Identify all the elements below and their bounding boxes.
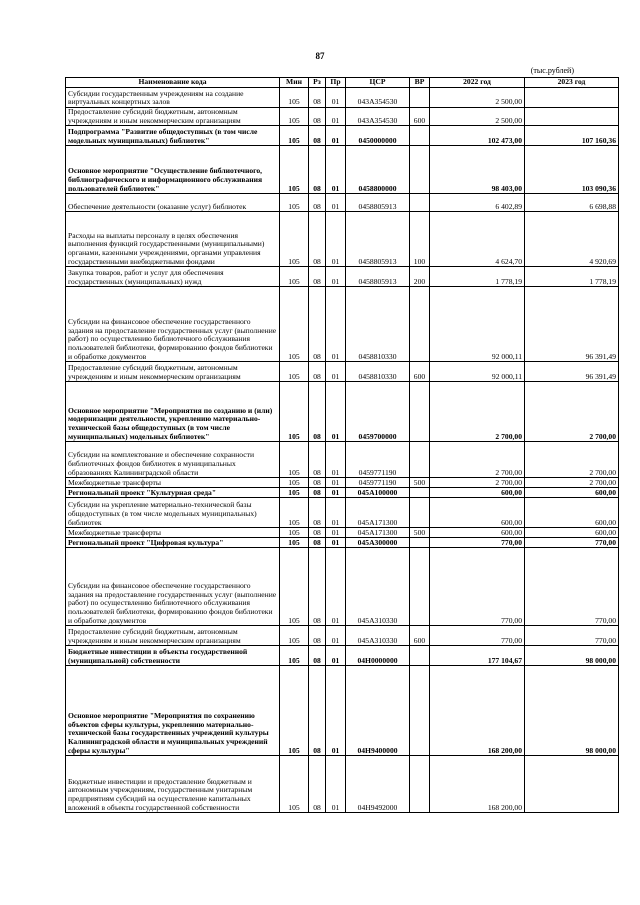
- cell-2023: 600,00: [525, 528, 619, 538]
- cell-2022: 770,00: [430, 548, 525, 626]
- cell-csr: 04Н9400000: [346, 666, 410, 756]
- cell-min: 105: [280, 626, 309, 646]
- cell-name: Основное мероприятие "Мероприятия по созданию и (или) модернизации деятельности, укреплению материально-технической базы общедоступных (в том числе муниципальных) модельных библиотек": [66, 382, 280, 442]
- cell-2023: 103 090,36: [525, 146, 619, 194]
- cell-rz: 08: [309, 626, 326, 646]
- cell-vr: [410, 538, 430, 548]
- cell-name: Межбюджетные трансферты: [66, 478, 280, 488]
- cell-2022: 168 200,00: [430, 666, 525, 756]
- cell-2023: 2 700,00: [525, 442, 619, 478]
- cell-2023: 1 778,19: [525, 267, 619, 287]
- cell-name: Предоставление субсидий бюджетным, автономным учреждениям и иным некоммерческим организациям: [66, 626, 280, 646]
- cell-pr: 01: [326, 108, 346, 126]
- cell-rz: 08: [309, 646, 326, 666]
- cell-csr: 043А354530: [346, 88, 410, 108]
- cell-pr: 01: [326, 498, 346, 528]
- cell-2022: 2 700,00: [430, 382, 525, 442]
- cell-min: 105: [280, 88, 309, 108]
- col-header-2023: 2023 год: [525, 78, 619, 88]
- cell-csr: 0459700000: [346, 382, 410, 442]
- table-row: [66, 146, 619, 194]
- cell-min: 105: [280, 538, 309, 548]
- cell-2022: 168 200,00: [430, 756, 525, 813]
- cell-rz: 08: [309, 528, 326, 538]
- cell-2023: [525, 108, 619, 126]
- cell-csr: 0458805913: [346, 212, 410, 267]
- cell-2023: 4 920,69: [525, 212, 619, 267]
- cell-vr: 500: [410, 528, 430, 538]
- table-header: [66, 78, 619, 88]
- col-header-vr: ВР: [410, 78, 430, 88]
- cell-rz: 08: [309, 212, 326, 267]
- cell-2022: 102 473,00: [430, 126, 525, 146]
- cell-name: Подпрограмма "Развитие общедоступных (в том числе модельных муниципальных) библиотек": [66, 126, 280, 146]
- cell-pr: 01: [326, 362, 346, 382]
- cell-min: 105: [280, 488, 309, 498]
- cell-2023: 96 391,49: [525, 362, 619, 382]
- cell-2023: 98 000,00: [525, 666, 619, 756]
- cell-name: Основное мероприятие "Осуществление библиотечного, библиографического и информационного обслуживания пользователей библиотек": [66, 146, 280, 194]
- cell-csr: 045А310330: [346, 548, 410, 626]
- cell-min: 105: [280, 287, 309, 362]
- table-row: [66, 267, 619, 287]
- cell-2022: 2 700,00: [430, 442, 525, 478]
- table-row: [66, 108, 619, 126]
- col-header-pr: Пр: [326, 78, 346, 88]
- cell-rz: 08: [309, 756, 326, 813]
- cell-2023: 6 698,88: [525, 194, 619, 212]
- cell-csr: 04Н0000000: [346, 646, 410, 666]
- cell-2022: 2 500,00: [430, 108, 525, 126]
- cell-vr: [410, 548, 430, 626]
- cell-csr: 045А171300: [346, 498, 410, 528]
- table-row: [66, 498, 619, 528]
- col-header-rz: Рз: [309, 78, 326, 88]
- cell-min: 105: [280, 756, 309, 813]
- cell-vr: [410, 756, 430, 813]
- cell-pr: 01: [326, 538, 346, 548]
- cell-2022: 2 500,00: [430, 88, 525, 108]
- cell-rz: 08: [309, 488, 326, 498]
- table-row: [66, 488, 619, 498]
- cell-rz: 08: [309, 666, 326, 756]
- cell-name: Межбюджетные трансферты: [66, 528, 280, 538]
- cell-2023: 2 700,00: [525, 478, 619, 488]
- cell-min: 105: [280, 646, 309, 666]
- cell-csr: 045А300000: [346, 538, 410, 548]
- cell-csr: 0458810330: [346, 287, 410, 362]
- cell-min: 105: [280, 267, 309, 287]
- cell-min: 105: [280, 382, 309, 442]
- cell-min: 105: [280, 126, 309, 146]
- cell-name: Бюджетные инвестиции в объекты государственной (муниципальной) собственности: [66, 646, 280, 666]
- table-row: [66, 88, 619, 108]
- col-header-csr: ЦСР: [346, 78, 410, 88]
- cell-pr: 01: [326, 382, 346, 442]
- cell-2023: 600,00: [525, 498, 619, 528]
- cell-min: 105: [280, 498, 309, 528]
- cell-pr: 01: [326, 626, 346, 646]
- cell-rz: 08: [309, 362, 326, 382]
- cell-min: 105: [280, 362, 309, 382]
- budget-table: [65, 77, 619, 813]
- cell-vr: [410, 488, 430, 498]
- cell-2023: [525, 88, 619, 108]
- table-row: [66, 478, 619, 488]
- cell-rz: 08: [309, 548, 326, 626]
- cell-name: Субсидии на укрепление материально-технической базы общедоступных (в том числе модельных муниципальных) библиотек: [66, 498, 280, 528]
- cell-2022: 177 104,67: [430, 646, 525, 666]
- cell-pr: 01: [326, 88, 346, 108]
- cell-pr: 01: [326, 488, 346, 498]
- cell-csr: 0459771190: [346, 478, 410, 488]
- cell-vr: 200: [410, 267, 430, 287]
- cell-2023: 96 391,49: [525, 287, 619, 362]
- cell-pr: 01: [326, 212, 346, 267]
- cell-vr: [410, 287, 430, 362]
- cell-rz: 08: [309, 267, 326, 287]
- cell-2022: 770,00: [430, 626, 525, 646]
- cell-rz: 08: [309, 146, 326, 194]
- cell-pr: 01: [326, 478, 346, 488]
- cell-vr: 500: [410, 478, 430, 488]
- cell-csr: 043А354530: [346, 108, 410, 126]
- cell-name: Предоставление субсидий бюджетным, автономным учреждениям и иным некоммерческим организациям: [66, 108, 280, 126]
- cell-vr: 100: [410, 212, 430, 267]
- cell-rz: 08: [309, 498, 326, 528]
- cell-2022: 600,00: [430, 498, 525, 528]
- cell-name: Субсидии на финансовое обеспечение государственного задания на предоставление государственных услуг (выполнение работ) по осуществлению библиотечного обслуживания пользователей библиотеки, формированию фондов библиотеки и обработке документов: [66, 548, 280, 626]
- table-row: [66, 548, 619, 626]
- cell-name: Обеспечение деятельности (оказание услуг) библиотек: [66, 194, 280, 212]
- cell-rz: 08: [309, 442, 326, 478]
- cell-pr: 01: [326, 126, 346, 146]
- cell-rz: 08: [309, 287, 326, 362]
- cell-vr: [410, 88, 430, 108]
- table-row: [66, 626, 619, 646]
- cell-2022: 4 624,70: [430, 212, 525, 267]
- cell-name: Региональный проект "Культурная среда": [66, 488, 280, 498]
- cell-2022: 1 778,19: [430, 267, 525, 287]
- cell-2023: [525, 756, 619, 813]
- cell-min: 105: [280, 108, 309, 126]
- cell-min: 105: [280, 442, 309, 478]
- cell-pr: 01: [326, 194, 346, 212]
- table-row: [66, 666, 619, 756]
- cell-csr: 0450000000: [346, 126, 410, 146]
- cell-2023: 770,00: [525, 626, 619, 646]
- cell-name: Закупка товаров, работ и услуг для обеспечения государственных (муниципальных) нужд: [66, 267, 280, 287]
- cell-min: 105: [280, 194, 309, 212]
- cell-pr: 01: [326, 442, 346, 478]
- cell-2022: 2 700,00: [430, 478, 525, 488]
- cell-2023: 770,00: [525, 538, 619, 548]
- cell-csr: 04Н9492000: [346, 756, 410, 813]
- cell-2022: 770,00: [430, 538, 525, 548]
- cell-vr: 600: [410, 108, 430, 126]
- cell-vr: [410, 194, 430, 212]
- table-row: [66, 194, 619, 212]
- cell-csr: 0458805913: [346, 194, 410, 212]
- cell-pr: 01: [326, 287, 346, 362]
- cell-csr: 0458800000: [346, 146, 410, 194]
- cell-name: Бюджетные инвестиции и предоставление бюджетным и автономным учреждениям, государственным унитарным предприятиям субсидий на осуществление капитальных вложений в объекты государственной собственности: [66, 756, 280, 813]
- cell-rz: 08: [309, 382, 326, 442]
- cell-2023: 98 000,00: [525, 646, 619, 666]
- cell-2022: 600,00: [430, 528, 525, 538]
- cell-min: 105: [280, 528, 309, 538]
- cell-rz: 08: [309, 478, 326, 488]
- cell-csr: 0459771190: [346, 442, 410, 478]
- table-row: [66, 287, 619, 362]
- cell-name: Региональный проект "Цифровая культура": [66, 538, 280, 548]
- cell-min: 105: [280, 548, 309, 626]
- table-row: [66, 538, 619, 548]
- cell-2022: 92 000,11: [430, 287, 525, 362]
- cell-vr: [410, 382, 430, 442]
- cell-csr: 0458805913: [346, 267, 410, 287]
- cell-min: 105: [280, 478, 309, 488]
- cell-vr: [410, 498, 430, 528]
- cell-vr: [410, 666, 430, 756]
- cell-pr: 01: [326, 666, 346, 756]
- cell-name: Субсидии на финансовое обеспечение государственного задания на предоставление государственных услуг (выполнение работ) по осуществлению библиотечного обслуживания пользователей библиотеки, формированию фондов библиотеки и обработке документов: [66, 287, 280, 362]
- cell-rz: 08: [309, 538, 326, 548]
- cell-rz: 08: [309, 108, 326, 126]
- cell-csr: 045А171300: [346, 528, 410, 538]
- col-header-2022: 2022 год: [430, 78, 525, 88]
- cell-pr: 01: [326, 548, 346, 626]
- cell-name: Расходы на выплаты персоналу в целях обеспечения выполнения функций государственными (муниципальными) органами, казенными учреждениями, органами управления государственными внебюджетными фондами: [66, 212, 280, 267]
- cell-pr: 01: [326, 646, 346, 666]
- table-row: [66, 442, 619, 478]
- col-header-min: Мин: [280, 78, 309, 88]
- cell-vr: 600: [410, 362, 430, 382]
- table-row: [66, 212, 619, 267]
- cell-2022: 98 403,00: [430, 146, 525, 194]
- cell-2022: 92 000,11: [430, 362, 525, 382]
- table-row: [66, 362, 619, 382]
- cell-csr: 045А310330: [346, 626, 410, 646]
- cell-min: 105: [280, 666, 309, 756]
- cell-2023: 770,00: [525, 548, 619, 626]
- cell-name: Субсидии на комплектование и обеспечение сохранности библиотечных фондов библиотек в муниципальных образованиях Калининградской области: [66, 442, 280, 478]
- table-row: [66, 528, 619, 538]
- cell-vr: [410, 646, 430, 666]
- cell-2023: 2 700,00: [525, 382, 619, 442]
- cell-name: Основное мероприятие "Мероприятия по сохранению объектов сферы культуры, укреплению материально-технической базы государственных учреждений культуры Калининградской области и муниципальных учреждений сферы культуры": [66, 666, 280, 756]
- cell-min: 105: [280, 212, 309, 267]
- table-row: [66, 126, 619, 146]
- cell-pr: 01: [326, 528, 346, 538]
- cell-csr: 045А100000: [346, 488, 410, 498]
- cell-name: Субсидии государственным учреждениям на создание виртуальных концертных залов: [66, 88, 280, 108]
- page-number: 87: [315, 51, 325, 61]
- cell-rz: 08: [309, 194, 326, 212]
- cell-2023: 107 160,36: [525, 126, 619, 146]
- cell-csr: 0458810330: [346, 362, 410, 382]
- cell-vr: [410, 442, 430, 478]
- cell-pr: 01: [326, 756, 346, 813]
- col-header-name: Наименование кода: [66, 78, 280, 88]
- cell-rz: 08: [309, 88, 326, 108]
- cell-vr: [410, 126, 430, 146]
- table-row: [66, 756, 619, 813]
- cell-2023: 600,00: [525, 488, 619, 498]
- table-row: [66, 382, 619, 442]
- cell-name: Предоставление субсидий бюджетным, автономным учреждениям и иным некоммерческим организациям: [66, 362, 280, 382]
- table-row: [66, 646, 619, 666]
- cell-2022: 6 402,89: [430, 194, 525, 212]
- cell-rz: 08: [309, 126, 326, 146]
- cell-pr: 01: [326, 146, 346, 194]
- cell-vr: [410, 146, 430, 194]
- cell-vr: 600: [410, 626, 430, 646]
- cell-2022: 600,00: [430, 488, 525, 498]
- units-note: (тыс.рублей): [530, 66, 574, 75]
- cell-min: 105: [280, 146, 309, 194]
- cell-pr: 01: [326, 267, 346, 287]
